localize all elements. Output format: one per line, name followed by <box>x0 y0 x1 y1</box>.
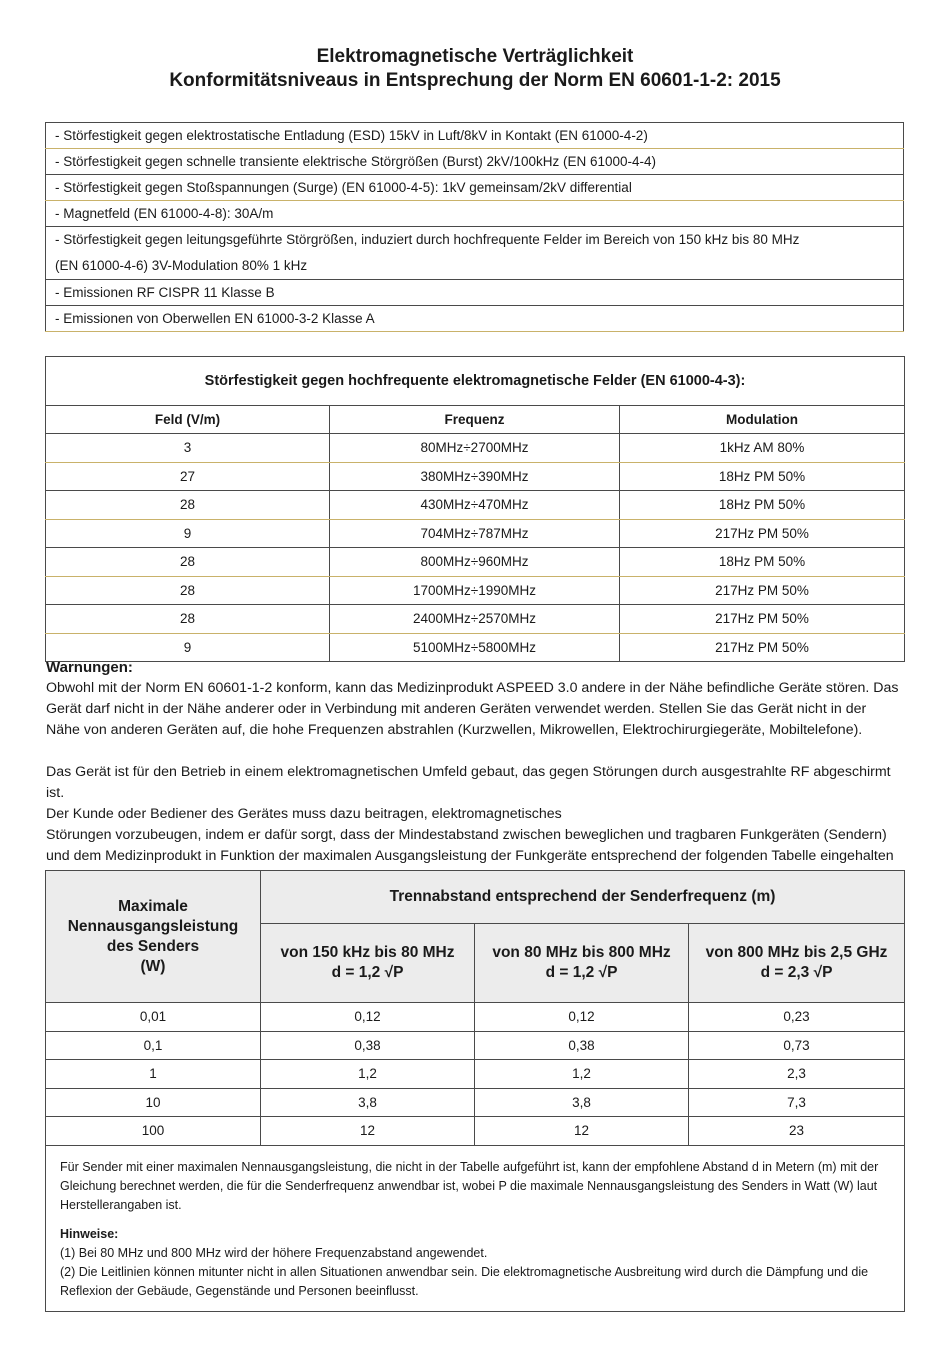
table-row <box>46 434 905 463</box>
warnings-heading: Warnungen: <box>46 659 133 676</box>
distance-cell: 12 <box>475 1117 689 1146</box>
distance-cell: 1,2 <box>475 1060 689 1089</box>
conformity-item-line: - Störfestigkeit gegen leitungsgeführte Störgrößen, induziert durch hochfrequente Felder im Bereich von 150 kHz bis 80 MHz <box>55 232 800 247</box>
distance-subheader <box>261 924 475 1003</box>
rf-cell-field: 28 <box>46 576 330 605</box>
conformity-item: - Magnetfeld (EN 61000-4-8): 30A/m <box>46 201 904 227</box>
conformity-item: - Emissionen RF CISPR 11 Klasse B <box>46 280 904 306</box>
distance-cell: 7,3 <box>689 1088 905 1117</box>
separation-distance-table <box>45 870 905 1312</box>
power-header-line: Nennausgangsleistung <box>67 917 239 935</box>
rf-header-modulation: Modulation <box>620 406 905 434</box>
rf-cell-modulation: 217Hz PM 50% <box>620 633 905 662</box>
rf-cell-modulation: 18Hz PM 50% <box>620 548 905 577</box>
rf-cell-modulation: 18Hz PM 50% <box>620 491 905 520</box>
power-cell: 1 <box>46 1060 261 1089</box>
rf-cell-field: 28 <box>46 548 330 577</box>
distance-cell: 0,12 <box>261 1003 475 1032</box>
rf-cell-modulation: 217Hz PM 50% <box>620 519 905 548</box>
power-column-header <box>46 871 261 1003</box>
rf-cell-frequency: 380MHz÷390MHz <box>330 462 620 491</box>
table-row <box>46 1060 905 1089</box>
rf-cell-field: 28 <box>46 491 330 520</box>
distance-cell: 0,73 <box>689 1031 905 1060</box>
power-cell: 100 <box>46 1117 261 1146</box>
distance-cell: 0,38 <box>261 1031 475 1060</box>
distance-notes <box>46 1145 905 1311</box>
distance-main-header: Trennabstand entsprechend der Senderfrequenz (m) <box>261 871 905 924</box>
power-cell: 0,1 <box>46 1031 261 1060</box>
distance-note-text: Für Sender mit einer maximalen Nennausgangsleistung, die nicht in der Tabelle aufgeführt ist, kann der empfohlene Abstand d in Metern (m) mit der Gleichung berechnet werden, die für die Senderfrequenz anwendbar ist, wobei P die maximale Nennausgangsleistung des Senders in Watt (W) laut Herstellerangaben ist. <box>60 1159 879 1212</box>
rf-cell-frequency: 2400MHz÷2570MHz <box>330 605 620 634</box>
distance-cell: 0,38 <box>475 1031 689 1060</box>
rf-cell-frequency: 800MHz÷960MHz <box>330 548 620 577</box>
distance-cell: 0,23 <box>689 1003 905 1032</box>
rf-cell-modulation: 217Hz PM 50% <box>620 605 905 634</box>
table-row <box>46 519 905 548</box>
distance-cell: 0,12 <box>475 1003 689 1032</box>
distance-cell: 1,2 <box>261 1060 475 1089</box>
rf-cell-frequency: 704MHz÷787MHz <box>330 519 620 548</box>
hints-heading: Hinweise: <box>60 1226 119 1241</box>
rf-header-field: Feld (V/m) <box>46 406 330 434</box>
conformity-item-conducted <box>46 227 904 280</box>
rf-cell-frequency: 430MHz÷470MHz <box>330 491 620 520</box>
title-line-2: Konformitätsniveaus in Entsprechung der Norm EN 60601-1-2: 2015 <box>169 70 781 91</box>
table-row <box>46 491 905 520</box>
power-header-line: des Senders <box>106 937 200 955</box>
table-row <box>46 1003 905 1032</box>
rf-cell-field: 9 <box>46 633 330 662</box>
rf-cell-field: 27 <box>46 462 330 491</box>
rf-table-caption: Störfestigkeit gegen hochfrequente elektromagnetische Felder (EN 61000-4-3): <box>46 357 905 406</box>
warnings-paragraph: Das Gerät ist für den Betrieb in einem elektromagnetischen Umfeld gebaut, das gegen Störungen durch ausgestrahlte RF abgeschirmt ist. <box>46 764 891 801</box>
conformity-item: - Störfestigkeit gegen Stoßspannungen (Surge) (EN 61000-4-5): 1kV gemeinsam/2kV differential <box>46 175 904 201</box>
warnings-paragraph: Störungen vorzubeugen, indem er dafür sorgt, dass der Mindestabstand zwischen beweglichen und tragbaren Funkgeräten (Sendern) und dem Medizinprodukt in Funktion der maximalen Ausgangsleistung der Funkgeräte entsprechend der folgenden Tabelle eingehalten <box>46 827 894 864</box>
power-header-line: (W) <box>140 957 166 975</box>
power-header-line: Maximale <box>118 897 188 915</box>
distance-formula: d = 2,3 √P <box>760 964 833 981</box>
rf-cell-field: 3 <box>46 434 330 463</box>
conformity-table <box>45 122 904 332</box>
rf-cell-modulation: 217Hz PM 50% <box>620 576 905 605</box>
conformity-item: - Störfestigkeit gegen elektrostatische Entladung (ESD) 15kV in Luft/8kV in Kontakt (EN 61000-4-2) <box>46 123 904 149</box>
table-row <box>46 548 905 577</box>
distance-cell: 3,8 <box>261 1088 475 1117</box>
hint-item: (2) Die Leitlinien können mitunter nicht in allen Situationen anwendbar sein. Die elektromagnetische Ausbreitung wird durch die Dämpfung und die Reflexion der Gebäude, Gegenstände und Personen beeinflusst. <box>60 1264 869 1298</box>
rf-cell-frequency: 1700MHz÷1990MHz <box>330 576 620 605</box>
rf-cell-frequency: 5100MHz÷5800MHz <box>330 633 620 662</box>
freq-range: von 800 MHz bis 2,5 GHz <box>705 944 888 961</box>
rf-header-frequency: Frequenz <box>330 406 620 434</box>
freq-range: von 150 kHz bis 80 MHz <box>280 944 455 961</box>
distance-cell: 23 <box>689 1117 905 1146</box>
rf-cell-frequency: 80MHz÷2700MHz <box>330 434 620 463</box>
rf-cell-field: 9 <box>46 519 330 548</box>
conformity-item: - Emissionen von Oberwellen EN 61000-3-2 Klasse A <box>46 306 904 332</box>
distance-formula: d = 1,2 √P <box>331 964 404 981</box>
table-row <box>46 1117 905 1146</box>
distance-subheader <box>689 924 905 1003</box>
conformity-item: - Störfestigkeit gegen schnelle transiente elektrische Störgrößen (Burst) 2kV/100kHz (EN 61000-4-4) <box>46 149 904 175</box>
rf-cell-field: 28 <box>46 605 330 634</box>
rf-cell-modulation: 1kHz AM 80% <box>620 434 905 463</box>
distance-formula: d = 1,2 √P <box>545 964 618 981</box>
conformity-item-line: (EN 61000-4-6) 3V-Modulation 80% 1 kHz <box>55 258 308 273</box>
table-row <box>46 1088 905 1117</box>
power-cell: 0,01 <box>46 1003 261 1032</box>
warnings-paragraph: Obwohl mit der Norm EN 60601-1-2 konform, kann das Medizinprodukt ASPEED 3.0 andere in der Nähe befindliche Geräte stören. Das Gerät darf nicht in der Nähe anderer oder in Verbindung mit anderen Geräten verwendet werden. Stellen Sie das Gerät nicht in der Nähe von anderen Geräten auf, die hohe Frequenzen abstrahlen (Kurzwellen, Mikrowellen, Elektrochirurgiegeräte, Mobiltelefone). <box>46 680 899 738</box>
distance-cell: 3,8 <box>475 1088 689 1117</box>
table-row <box>46 462 905 491</box>
distance-subheader <box>475 924 689 1003</box>
rf-cell-modulation: 18Hz PM 50% <box>620 462 905 491</box>
table-row <box>46 576 905 605</box>
table-row <box>46 605 905 634</box>
warnings-paragraph: Der Kunde oder Bediener des Gerätes muss dazu beitragen, elektromagnetisches <box>46 806 562 822</box>
distance-cell: 12 <box>261 1117 475 1146</box>
title-line-1: Elektromagnetische Verträglichkeit <box>316 46 634 67</box>
page-title <box>0 45 950 93</box>
distance-cell: 2,3 <box>689 1060 905 1089</box>
hint-item: (1) Bei 80 MHz und 800 MHz wird der höhere Frequenzabstand angewendet. <box>60 1245 488 1260</box>
freq-range: von 80 MHz bis 800 MHz <box>492 944 671 961</box>
rf-immunity-table <box>45 356 905 662</box>
power-cell: 10 <box>46 1088 261 1117</box>
warnings-section <box>46 658 904 888</box>
table-row <box>46 1031 905 1060</box>
